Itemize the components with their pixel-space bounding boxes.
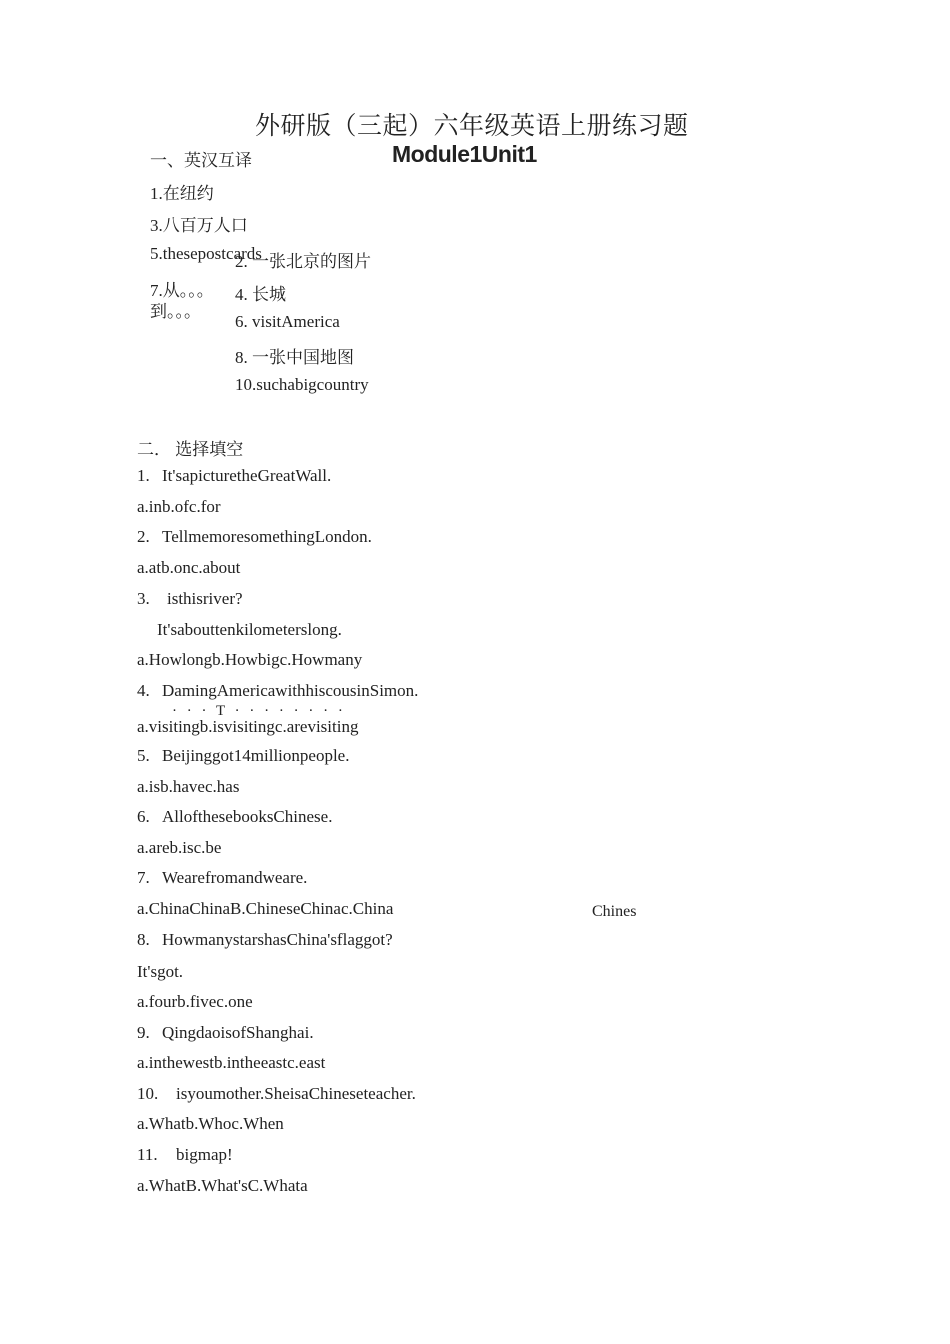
translation-item-3: 3.八百万人口 [150, 216, 248, 235]
question-number: 7. [137, 868, 150, 887]
translation-item-2: 2. 一张北京的图片 [235, 252, 371, 271]
question-9 [137, 1023, 314, 1043]
translation-item-1: 1.在纽约 [150, 184, 214, 203]
question-text: It'sapicturetheGreatWall. [162, 466, 332, 485]
translation-item-7-line1: 7.从。。。 [150, 281, 214, 300]
question-4-marks: · · · T · · · · · · · · [172, 703, 346, 719]
question-5-options: a.isb.havec.has [137, 777, 240, 796]
question-number: 6. [137, 807, 150, 826]
question-number: 9. [137, 1023, 150, 1042]
question-text: bigmap! [176, 1145, 233, 1164]
question-number: 10. [137, 1084, 159, 1103]
page-subtitle: Module1Unit1 [392, 141, 537, 167]
question-number: 3. [137, 589, 150, 608]
page-title: 外研版（三起）六年级英语上册练习题 [255, 113, 689, 140]
question-6 [137, 807, 332, 827]
question-number: 5. [137, 746, 150, 765]
section1-heading: 一、英汉互译 [150, 151, 252, 170]
question-8-options: a.fourb.fivec.one [137, 992, 253, 1011]
question-3-options: a.Howlongb.Howbigc.Howmany [137, 650, 363, 669]
question-8 [137, 930, 393, 950]
question-11 [137, 1145, 233, 1165]
question-7-options: a.ChinaChinaB.ChineseChinac.China [137, 899, 394, 918]
translation-item-5: 5.thesepostcards [150, 244, 262, 263]
question-2-options: a.atb.onc.about [137, 558, 241, 577]
question-6-options: a.areb.isc.be [137, 838, 222, 857]
translation-item-8: 8. 一张中国地图 [235, 348, 354, 367]
question-9-options: a.inthewestb.intheeastc.east [137, 1053, 326, 1072]
question-4-options: a.visitingb.isvisitingc.arevisiting [137, 717, 359, 736]
question-number: 8. [137, 930, 150, 949]
question-text: Wearefromandweare. [162, 868, 308, 887]
question-7 [137, 868, 307, 888]
question-text: isyoumother.SheisaChineseteacher. [176, 1084, 416, 1103]
question-1 [137, 466, 331, 486]
question-3-answer: It'sabouttenkilometerslong. [157, 620, 342, 639]
question-11-options: a.WhatB.What'sC.Whata [137, 1176, 308, 1195]
question-10 [137, 1084, 416, 1104]
question-text: isthisriver? [167, 589, 243, 608]
question-5 [137, 746, 349, 766]
question-2 [137, 527, 372, 547]
question-4 [137, 681, 418, 701]
question-number: 2. [137, 527, 150, 546]
section2-heading: 二． 选择填空 [137, 440, 244, 459]
question-3 [137, 589, 243, 609]
question-10-options: a.Whatb.Whoc.When [137, 1114, 284, 1133]
question-1-options: a.inb.ofc.for [137, 497, 221, 516]
question-text: AllofthesebooksChinese. [162, 807, 333, 826]
question-text: QingdaoisofShanghai. [162, 1023, 314, 1042]
translation-item-10: 10.suchabigcountry [235, 375, 369, 394]
question-8-answer: It'sgot. [137, 962, 184, 981]
question-number: 1. [137, 466, 150, 485]
question-text: TellmemoresomethingLondon. [162, 527, 372, 546]
question-text: Beijinggot14millionpeople. [162, 746, 350, 765]
translation-item-4: 4. 长城 [235, 285, 286, 304]
question-7-stray-text: Chines [592, 903, 637, 916]
translation-item-7-line2: 到。。。 [150, 302, 201, 321]
translation-item-6: 6. visitAmerica [235, 312, 340, 331]
question-text: DamingAmericawithhiscousinSimon. [162, 681, 419, 700]
question-text: HowmanystarshasChina'sflaggot? [162, 930, 393, 949]
question-number: 4. [137, 681, 150, 700]
question-number: 11. [137, 1145, 158, 1164]
